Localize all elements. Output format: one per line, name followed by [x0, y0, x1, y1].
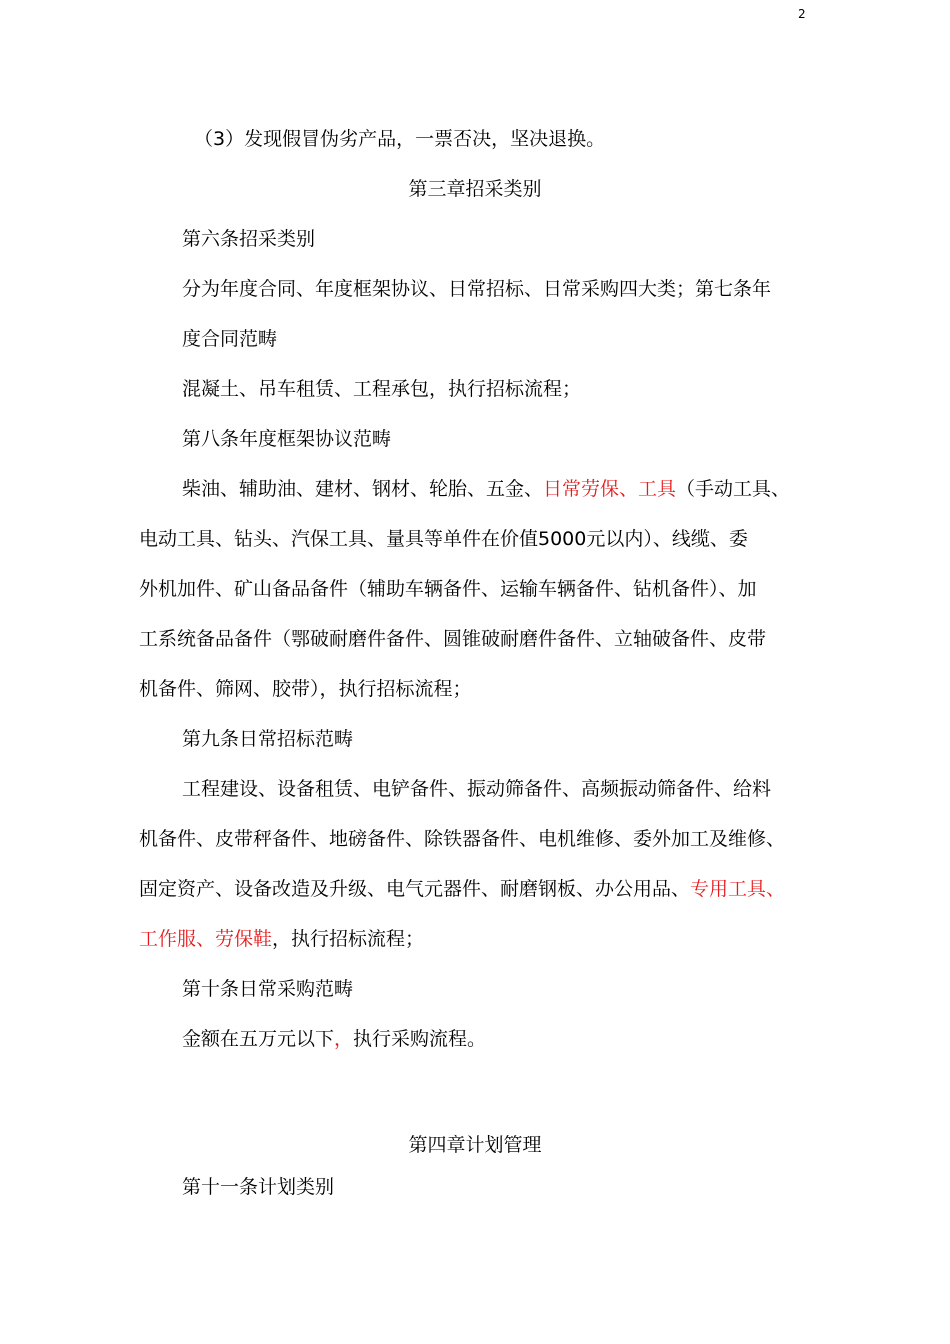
highlighted-text: ，	[334, 1028, 354, 1050]
text-segment: ，执行招标流程；	[272, 928, 425, 950]
article-10-heading: 第十条日常采购范畴	[182, 978, 354, 1000]
highlighted-text: 工作服、劳保鞋	[139, 928, 273, 950]
item-3-fake-products: （3）发现假冒伪劣产品，一票否决，坚决退换。	[194, 128, 606, 150]
body-line: 工程建设、设备租赁、电铲备件、振动筛备件、高频振动筛备件、给料	[182, 778, 772, 800]
text-segment: （手动工具、	[676, 478, 791, 500]
page-number: 2	[798, 7, 806, 21]
body-line	[139, 926, 424, 952]
highlighted-text: 专用工具、	[690, 878, 786, 900]
body-line: 混凝土、吊车租赁、工程承包，执行招标流程；	[182, 378, 582, 400]
article-8-heading: 第八条年度框架协议范畴	[182, 428, 392, 450]
body-line	[182, 476, 790, 502]
chapter-3-heading: 第三章招采类别	[408, 178, 542, 200]
chapter-4-heading: 第四章计划管理	[408, 1134, 542, 1156]
article-11-heading: 第十一条计划类别	[182, 1176, 335, 1198]
body-line: 机备件、筛网、胶带），执行招标流程；	[139, 678, 472, 700]
body-line: 工系统备品备件（鄂破耐磨件备件、圆锥破耐磨件备件、立轴破备件、皮带	[139, 628, 767, 650]
body-line: 机备件、皮带秤备件、地磅备件、除铁器备件、电机维修、委外加工及维修、	[139, 828, 786, 850]
body-line: 外机加件、矿山备品备件（辅助车辆备件、运输车辆备件、钻机备件）、加	[139, 578, 757, 600]
body-line: 电动工具、钻头、汽保工具、量具等单件在价值5000元以内）、线缆、委	[139, 528, 748, 550]
body-line	[139, 876, 785, 902]
article-9-heading: 第九条日常招标范畴	[182, 728, 354, 750]
text-segment: 执行采购流程。	[353, 1028, 487, 1050]
article-6-heading: 第六条招采类别	[182, 228, 316, 250]
body-line	[182, 1026, 486, 1052]
text-segment: 固定资产、设备改造及升级、电气元器件、耐磨钢板、办公用品、	[139, 878, 691, 900]
text-segment: 金额在五万元以下	[182, 1028, 335, 1050]
highlighted-text: 日常劳保、工具	[543, 478, 677, 500]
body-line: 度合同范畴	[182, 328, 278, 350]
body-line: 分为年度合同、年度框架协议、日常招标、日常采购四大类；第七条年	[182, 278, 772, 300]
text-segment: 柴油、辅助油、建材、钢材、轮胎、五金、	[182, 478, 544, 500]
